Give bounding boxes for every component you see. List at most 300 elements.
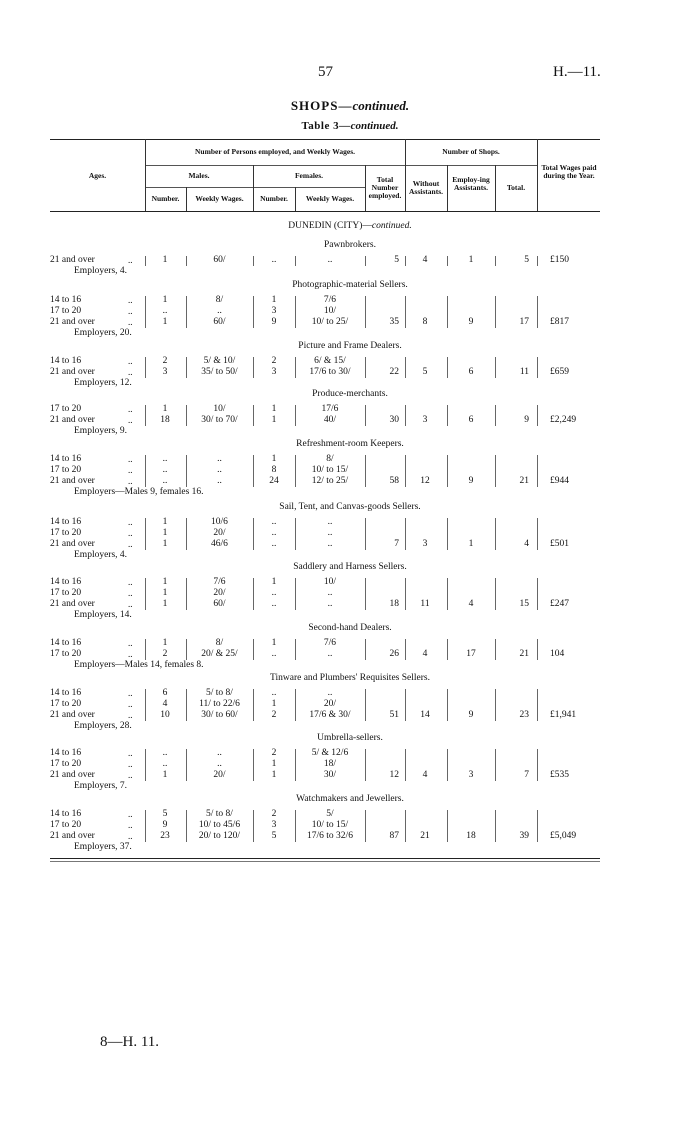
cell-employing-assistants: 6 bbox=[468, 367, 474, 377]
employers-note: Employers, 37. bbox=[74, 842, 132, 852]
cell-male-wages: 46/6 bbox=[211, 539, 228, 549]
column-rule bbox=[295, 810, 296, 842]
header-total-wages: Total Wages paid during the Year. bbox=[541, 163, 597, 180]
column-rule bbox=[495, 689, 496, 721]
cell-shops-total: 9 bbox=[524, 415, 529, 425]
cell-female-wages: 40/ bbox=[323, 415, 337, 425]
leader-dots: .. bbox=[128, 748, 133, 758]
cell-total-employed: 35 bbox=[389, 317, 399, 327]
cell-male-wages: 10/ bbox=[213, 404, 226, 414]
column-rule bbox=[447, 518, 448, 550]
cell-age: 21 and over bbox=[50, 770, 95, 780]
cell-without-assistants: 8 bbox=[422, 317, 428, 327]
cell-female-number: .. bbox=[271, 688, 277, 698]
cell-male-wages: .. bbox=[217, 306, 222, 316]
cell-female-number: 1 bbox=[271, 404, 277, 414]
employers-note: Employers, 4. bbox=[74, 550, 128, 560]
cell-female-wages: 20/ bbox=[323, 699, 337, 709]
column-rule bbox=[447, 357, 448, 378]
cell-wages-paid: £5,049 bbox=[550, 831, 577, 841]
cell-male-wages: 35/ to 50/ bbox=[201, 367, 238, 377]
cell-female-number: 1 bbox=[271, 699, 277, 709]
cell-female-wages: 6/ & 15/ bbox=[314, 356, 346, 366]
cell-employing-assistants: 9 bbox=[468, 317, 474, 327]
cell-age: 14 to 16 bbox=[50, 356, 82, 366]
leader-dots: .. bbox=[128, 759, 133, 769]
employers-note: Employers, 28. bbox=[74, 721, 132, 731]
column-rule bbox=[295, 639, 296, 660]
cell-age: 17 to 20 bbox=[50, 404, 82, 414]
header-male-number: Number. bbox=[151, 194, 180, 203]
cell-total-employed: 51 bbox=[389, 710, 399, 720]
cell-male-number: 1 bbox=[162, 295, 168, 305]
column-rule bbox=[495, 455, 496, 487]
cell-female-wages: 17/6 & 30/ bbox=[309, 710, 351, 720]
column-rule bbox=[253, 256, 254, 266]
cell-male-number: 10 bbox=[160, 710, 170, 720]
cell-age: 14 to 16 bbox=[50, 295, 82, 305]
city-name: DUNEDIN (CITY)— bbox=[288, 221, 372, 231]
column-rule bbox=[447, 405, 448, 426]
leader-dots: .. bbox=[128, 820, 133, 830]
cell-female-wages: 17/6 bbox=[321, 404, 339, 414]
leader-dots: .. bbox=[128, 649, 133, 659]
column-rule bbox=[405, 296, 406, 328]
column-rule bbox=[145, 405, 146, 426]
leader-dots: .. bbox=[128, 528, 133, 538]
cell-age: 14 to 16 bbox=[50, 688, 82, 698]
cell-wages-paid: £817 bbox=[550, 317, 569, 327]
cell-male-number: 1 bbox=[162, 317, 168, 327]
column-rule bbox=[495, 405, 496, 426]
leader-dots: .. bbox=[128, 517, 133, 527]
cell-male-wages: .. bbox=[217, 759, 222, 769]
cell-age: 21 and over bbox=[50, 476, 95, 486]
cell-female-number: 1 bbox=[271, 454, 277, 464]
cell-male-wages: 60/ bbox=[213, 317, 226, 327]
footer-signature: 8—H. 11. bbox=[100, 1034, 160, 1050]
column-rule bbox=[405, 405, 406, 426]
column-rule bbox=[253, 578, 254, 610]
cell-female-number: 1 bbox=[271, 415, 277, 425]
cell-age: 21 and over bbox=[50, 599, 95, 609]
cell-total-employed: 30 bbox=[389, 415, 399, 425]
cell-female-number: 1 bbox=[271, 577, 277, 587]
employers-note: Employers—Males 14, females 8. bbox=[74, 660, 204, 670]
cell-male-wages: 30/ to 70/ bbox=[201, 415, 238, 425]
leader-dots: .. bbox=[128, 295, 133, 305]
cell-male-wages: 30/ to 60/ bbox=[201, 710, 238, 720]
column-rule bbox=[186, 578, 187, 610]
cell-female-number: .. bbox=[271, 255, 277, 265]
column-rule bbox=[295, 749, 296, 781]
cell-age: 14 to 16 bbox=[50, 577, 82, 587]
column-rule bbox=[405, 256, 406, 266]
cell-male-number: 1 bbox=[162, 770, 168, 780]
cell-total-employed: 87 bbox=[389, 831, 399, 841]
cell-female-number: .. bbox=[271, 539, 277, 549]
cell-female-wages: .. bbox=[327, 599, 333, 609]
leader-dots: .. bbox=[128, 638, 133, 648]
leader-dots: .. bbox=[128, 476, 133, 486]
cell-female-wages: .. bbox=[327, 688, 333, 698]
leader-dots: .. bbox=[128, 255, 133, 265]
column-rule bbox=[253, 357, 254, 378]
cell-wages-paid: £247 bbox=[550, 599, 569, 609]
cell-male-wages: 8/ bbox=[215, 638, 224, 648]
cell-male-wages: 7/6 bbox=[213, 577, 226, 587]
cell-female-number: 2 bbox=[271, 748, 277, 758]
header-females: Females. bbox=[294, 171, 324, 180]
column-rule bbox=[537, 689, 538, 721]
cell-employing-assistants: 9 bbox=[468, 476, 474, 486]
column-rule bbox=[253, 810, 254, 842]
cell-female-wages: 10/ to 15/ bbox=[311, 820, 349, 830]
cell-shops-total: 17 bbox=[519, 317, 529, 327]
cell-total-employed: 22 bbox=[389, 367, 399, 377]
leader-dots: .. bbox=[128, 356, 133, 366]
leader-dots: .. bbox=[128, 465, 133, 475]
cell-female-number: .. bbox=[271, 588, 277, 598]
cell-male-wages: 5/ to 8/ bbox=[206, 688, 233, 698]
leader-dots: .. bbox=[128, 415, 133, 425]
cell-male-number: 1 bbox=[162, 638, 168, 648]
column-rule bbox=[447, 749, 448, 781]
cell-male-wages: 20/ bbox=[213, 588, 226, 598]
cell-female-number: .. bbox=[271, 599, 277, 609]
cell-male-number: 1 bbox=[162, 577, 168, 587]
cell-wages-paid: £535 bbox=[550, 770, 569, 780]
cell-male-wages: 20/ & 25/ bbox=[201, 649, 238, 659]
cell-age: 21 and over bbox=[50, 415, 95, 425]
cell-age: 14 to 16 bbox=[50, 748, 82, 758]
column-rule bbox=[145, 689, 146, 721]
column-rule bbox=[186, 518, 187, 550]
column-rule bbox=[145, 639, 146, 660]
cell-wages-paid: £1,941 bbox=[550, 710, 577, 720]
leader-dots: .. bbox=[128, 770, 133, 780]
cell-wages-paid: £501 bbox=[550, 539, 569, 549]
cell-total-employed: 58 bbox=[389, 476, 399, 486]
header-shops-group: Number of Shops. bbox=[442, 147, 500, 156]
column-rule bbox=[447, 455, 448, 487]
column-rule bbox=[365, 689, 366, 721]
column-rule bbox=[447, 639, 448, 660]
header-female-wages: Weekly Wages. bbox=[305, 194, 355, 203]
cell-total-employed: 5 bbox=[394, 255, 399, 265]
cell-female-wages: .. bbox=[327, 588, 333, 598]
cell-female-number: .. bbox=[271, 528, 277, 538]
cell-age: 17 to 20 bbox=[50, 820, 82, 830]
cell-female-wages: 10/ to 25/ bbox=[311, 317, 349, 327]
leader-dots: .. bbox=[128, 404, 133, 414]
table-label: Table 3— bbox=[301, 120, 351, 132]
column-rule bbox=[405, 689, 406, 721]
column-rule bbox=[495, 639, 496, 660]
column-rule bbox=[295, 357, 296, 378]
header-female-number: Number. bbox=[260, 194, 288, 203]
cell-male-wages: 20/ bbox=[213, 770, 226, 780]
section-heading: Picture and Frame Dealers. bbox=[298, 341, 402, 351]
cell-without-assistants: 14 bbox=[420, 710, 430, 720]
leader-dots: .. bbox=[128, 317, 133, 327]
section-heading: Refreshment-room Keepers. bbox=[296, 439, 404, 449]
cell-female-number: 1 bbox=[271, 759, 277, 769]
cell-age: 17 to 20 bbox=[50, 759, 82, 769]
column-rule bbox=[186, 296, 187, 328]
column-rule bbox=[295, 518, 296, 550]
column-rule bbox=[253, 455, 254, 487]
cell-male-number: .. bbox=[162, 306, 168, 316]
cell-age: 14 to 16 bbox=[50, 454, 82, 464]
cell-male-wages: 10/6 bbox=[211, 517, 228, 527]
column-rule bbox=[537, 405, 538, 426]
column-rule bbox=[253, 639, 254, 660]
employers-note: Employers, 20. bbox=[74, 328, 132, 338]
section-heading: Photographic-material Sellers. bbox=[292, 280, 408, 290]
leader-dots: .. bbox=[128, 454, 133, 464]
column-rule bbox=[295, 296, 296, 328]
column-rule bbox=[253, 296, 254, 328]
cell-without-assistants: 4 bbox=[422, 649, 428, 659]
column-rule bbox=[537, 296, 538, 328]
column-rule bbox=[495, 578, 496, 610]
cell-female-wages: 12/ to 25/ bbox=[311, 476, 349, 486]
column-rule bbox=[365, 405, 366, 426]
cell-age: 21 and over bbox=[50, 539, 95, 549]
cell-female-wages: 8/ bbox=[326, 454, 334, 464]
section-heading: Umbrella-sellers. bbox=[317, 733, 383, 743]
cell-female-wages: 10/ to 15/ bbox=[311, 465, 349, 475]
column-rule bbox=[537, 810, 538, 842]
header-total: Total. bbox=[506, 183, 526, 192]
cell-male-number: 9 bbox=[162, 820, 168, 830]
section-heading: Pawnbrokers. bbox=[324, 240, 376, 250]
cell-without-assistants: 4 bbox=[422, 255, 428, 265]
leader-dots: .. bbox=[128, 831, 133, 841]
city-cont: continued. bbox=[371, 221, 412, 231]
column-rule bbox=[405, 455, 406, 487]
column-rule bbox=[365, 639, 366, 660]
column-rule bbox=[365, 256, 366, 266]
cell-male-number: 23 bbox=[160, 831, 170, 841]
cell-male-number: 6 bbox=[162, 688, 168, 698]
cell-wages-paid: £659 bbox=[550, 367, 569, 377]
cell-female-wages: .. bbox=[327, 255, 333, 265]
column-rule bbox=[253, 689, 254, 721]
cell-wages-paid: 104 bbox=[550, 649, 565, 659]
cell-wages-paid: £2,249 bbox=[550, 415, 577, 425]
column-rule bbox=[145, 518, 146, 550]
cell-male-number: 1 bbox=[162, 255, 168, 265]
column-rule bbox=[405, 357, 406, 378]
column-rule bbox=[186, 689, 187, 721]
cell-male-wages: 5/ & 10/ bbox=[203, 356, 236, 366]
cell-female-wages: 7/6 bbox=[323, 638, 337, 648]
header-without-assistants: Without Assistants. bbox=[409, 179, 443, 196]
cell-male-number: 4 bbox=[162, 699, 168, 709]
leader-dots: .. bbox=[128, 306, 133, 316]
cell-male-wages: .. bbox=[217, 454, 222, 464]
cell-age: 17 to 20 bbox=[50, 588, 82, 598]
cell-male-number: 1 bbox=[162, 539, 168, 549]
cell-employing-assistants: 4 bbox=[468, 599, 474, 609]
section-heading: Tinware and Plumbers' Requisites Sellers. bbox=[270, 673, 430, 683]
cell-male-wages: 5/ to 8/ bbox=[206, 809, 233, 819]
column-rule bbox=[537, 749, 538, 781]
column-rule bbox=[537, 455, 538, 487]
page-title bbox=[0, 98, 700, 114]
cell-female-number: .. bbox=[271, 649, 277, 659]
cell-shops-total: 7 bbox=[524, 770, 529, 780]
column-rule bbox=[145, 455, 146, 487]
title-main: SHOPS— bbox=[290, 98, 353, 113]
table-title bbox=[0, 120, 700, 132]
column-rule bbox=[495, 256, 496, 266]
column-rule bbox=[447, 296, 448, 328]
column-rule bbox=[365, 810, 366, 842]
column-rule bbox=[537, 518, 538, 550]
section-heading: Sail, Tent, and Canvas-goods Sellers. bbox=[279, 502, 421, 512]
column-rule bbox=[145, 256, 146, 266]
column-rule bbox=[295, 578, 296, 610]
cell-female-wages: .. bbox=[327, 517, 333, 527]
cell-female-wages: .. bbox=[327, 649, 333, 659]
cell-male-number: 3 bbox=[162, 367, 168, 377]
column-rule bbox=[295, 689, 296, 721]
column-rule bbox=[365, 578, 366, 610]
section-heading: Watchmakers and Jewellers. bbox=[296, 794, 404, 804]
section-heading: Saddlery and Harness Sellers. bbox=[293, 562, 407, 572]
cell-age: 17 to 20 bbox=[50, 699, 82, 709]
cell-male-number: 2 bbox=[162, 356, 168, 366]
leader-dots: .. bbox=[128, 809, 133, 819]
city-heading bbox=[150, 221, 550, 231]
cell-female-number: 5 bbox=[271, 831, 277, 841]
cell-male-number: .. bbox=[162, 465, 168, 475]
cell-female-number: 2 bbox=[271, 710, 277, 720]
cell-male-number: 1 bbox=[162, 517, 168, 527]
cell-female-number: 2 bbox=[271, 809, 277, 819]
cell-male-number: 1 bbox=[162, 404, 168, 414]
cell-employing-assistants: 17 bbox=[466, 649, 476, 659]
leader-dots: .. bbox=[128, 577, 133, 587]
column-rule bbox=[186, 749, 187, 781]
column-rule bbox=[365, 518, 366, 550]
cell-female-wages: 10/ bbox=[323, 306, 337, 316]
cell-total-employed: 7 bbox=[394, 539, 399, 549]
leader-dots: .. bbox=[128, 599, 133, 609]
cell-age: 21 and over bbox=[50, 367, 95, 377]
cell-male-number: 1 bbox=[162, 528, 168, 538]
cell-female-wages: 10/ bbox=[323, 577, 337, 587]
cell-age: 14 to 16 bbox=[50, 638, 82, 648]
column-rule bbox=[537, 256, 538, 266]
column-rule bbox=[253, 518, 254, 550]
table-cont: continued. bbox=[350, 120, 399, 132]
header-total-employed: Total Number employed. bbox=[368, 175, 402, 200]
cell-female-number: 1 bbox=[271, 638, 277, 648]
header-persons-group: Number of Persons employed, and Weekly Wages. bbox=[194, 147, 355, 156]
column-rule bbox=[145, 296, 146, 328]
cell-shops-total: 21 bbox=[519, 476, 529, 486]
cell-male-number: .. bbox=[162, 454, 168, 464]
cell-total-employed: 18 bbox=[389, 599, 399, 609]
cell-female-number: 24 bbox=[269, 476, 279, 486]
column-rule bbox=[405, 518, 406, 550]
column-rule bbox=[537, 578, 538, 610]
cell-age: 21 and over bbox=[50, 255, 95, 265]
column-rule bbox=[186, 455, 187, 487]
employers-note: Employers—Males 9, females 16. bbox=[74, 487, 204, 497]
column-rule bbox=[365, 749, 366, 781]
cell-shops-total: 21 bbox=[519, 649, 529, 659]
cell-female-number: 1 bbox=[271, 770, 277, 780]
cell-without-assistants: 21 bbox=[420, 831, 430, 841]
cell-age: 21 and over bbox=[50, 831, 95, 841]
cell-wages-paid: £150 bbox=[550, 255, 569, 265]
cell-employing-assistants: 6 bbox=[468, 415, 474, 425]
cell-age: 21 and over bbox=[50, 710, 95, 720]
cell-shops-total: 4 bbox=[524, 539, 529, 549]
column-rule bbox=[186, 810, 187, 842]
column-rule bbox=[295, 405, 296, 426]
header-males: Males. bbox=[188, 171, 210, 180]
page-reference: H.—11. bbox=[553, 64, 601, 80]
column-rule bbox=[537, 357, 538, 378]
cell-without-assistants: 3 bbox=[422, 539, 428, 549]
cell-age: 17 to 20 bbox=[50, 306, 82, 316]
leader-dots: .. bbox=[128, 699, 133, 709]
column-rule bbox=[365, 455, 366, 487]
column-rule bbox=[365, 357, 366, 378]
cell-without-assistants: 12 bbox=[420, 476, 430, 486]
column-rule bbox=[447, 689, 448, 721]
cell-age: 17 to 20 bbox=[50, 649, 82, 659]
column-rule bbox=[495, 749, 496, 781]
column-rule bbox=[145, 357, 146, 378]
cell-female-number: 1 bbox=[271, 295, 277, 305]
cell-male-wages: 10/ to 45/6 bbox=[198, 820, 241, 830]
cell-male-number: 18 bbox=[160, 415, 170, 425]
leader-dots: .. bbox=[128, 710, 133, 720]
column-rule bbox=[495, 810, 496, 842]
cell-male-wages: .. bbox=[217, 465, 222, 475]
column-rule bbox=[186, 256, 187, 266]
cell-female-wages: 5/ bbox=[326, 809, 334, 819]
header-male-wages: Weekly Wages. bbox=[195, 194, 244, 203]
column-rule bbox=[253, 749, 254, 781]
cell-male-wages: 11/ to 22/6 bbox=[199, 699, 240, 709]
cell-female-wages: 7/6 bbox=[323, 295, 337, 305]
column-rule bbox=[186, 405, 187, 426]
column-rule bbox=[186, 357, 187, 378]
leader-dots: .. bbox=[128, 367, 133, 377]
cell-shops-total: 5 bbox=[524, 255, 529, 265]
column-rule bbox=[295, 455, 296, 487]
column-rule bbox=[495, 357, 496, 378]
cell-age: 17 to 20 bbox=[50, 465, 82, 475]
cell-female-number: 3 bbox=[271, 306, 277, 316]
page-number: 57 bbox=[318, 64, 333, 80]
cell-female-wages: 18/ bbox=[323, 759, 337, 769]
cell-male-number: 2 bbox=[162, 649, 168, 659]
cell-shops-total: 15 bbox=[519, 599, 529, 609]
header-employing-assistants: Employ-ing Assistants. bbox=[452, 175, 490, 192]
column-rule bbox=[537, 639, 538, 660]
cell-male-wages: .. bbox=[217, 476, 222, 486]
section-heading: Second-hand Dealers. bbox=[308, 623, 392, 633]
